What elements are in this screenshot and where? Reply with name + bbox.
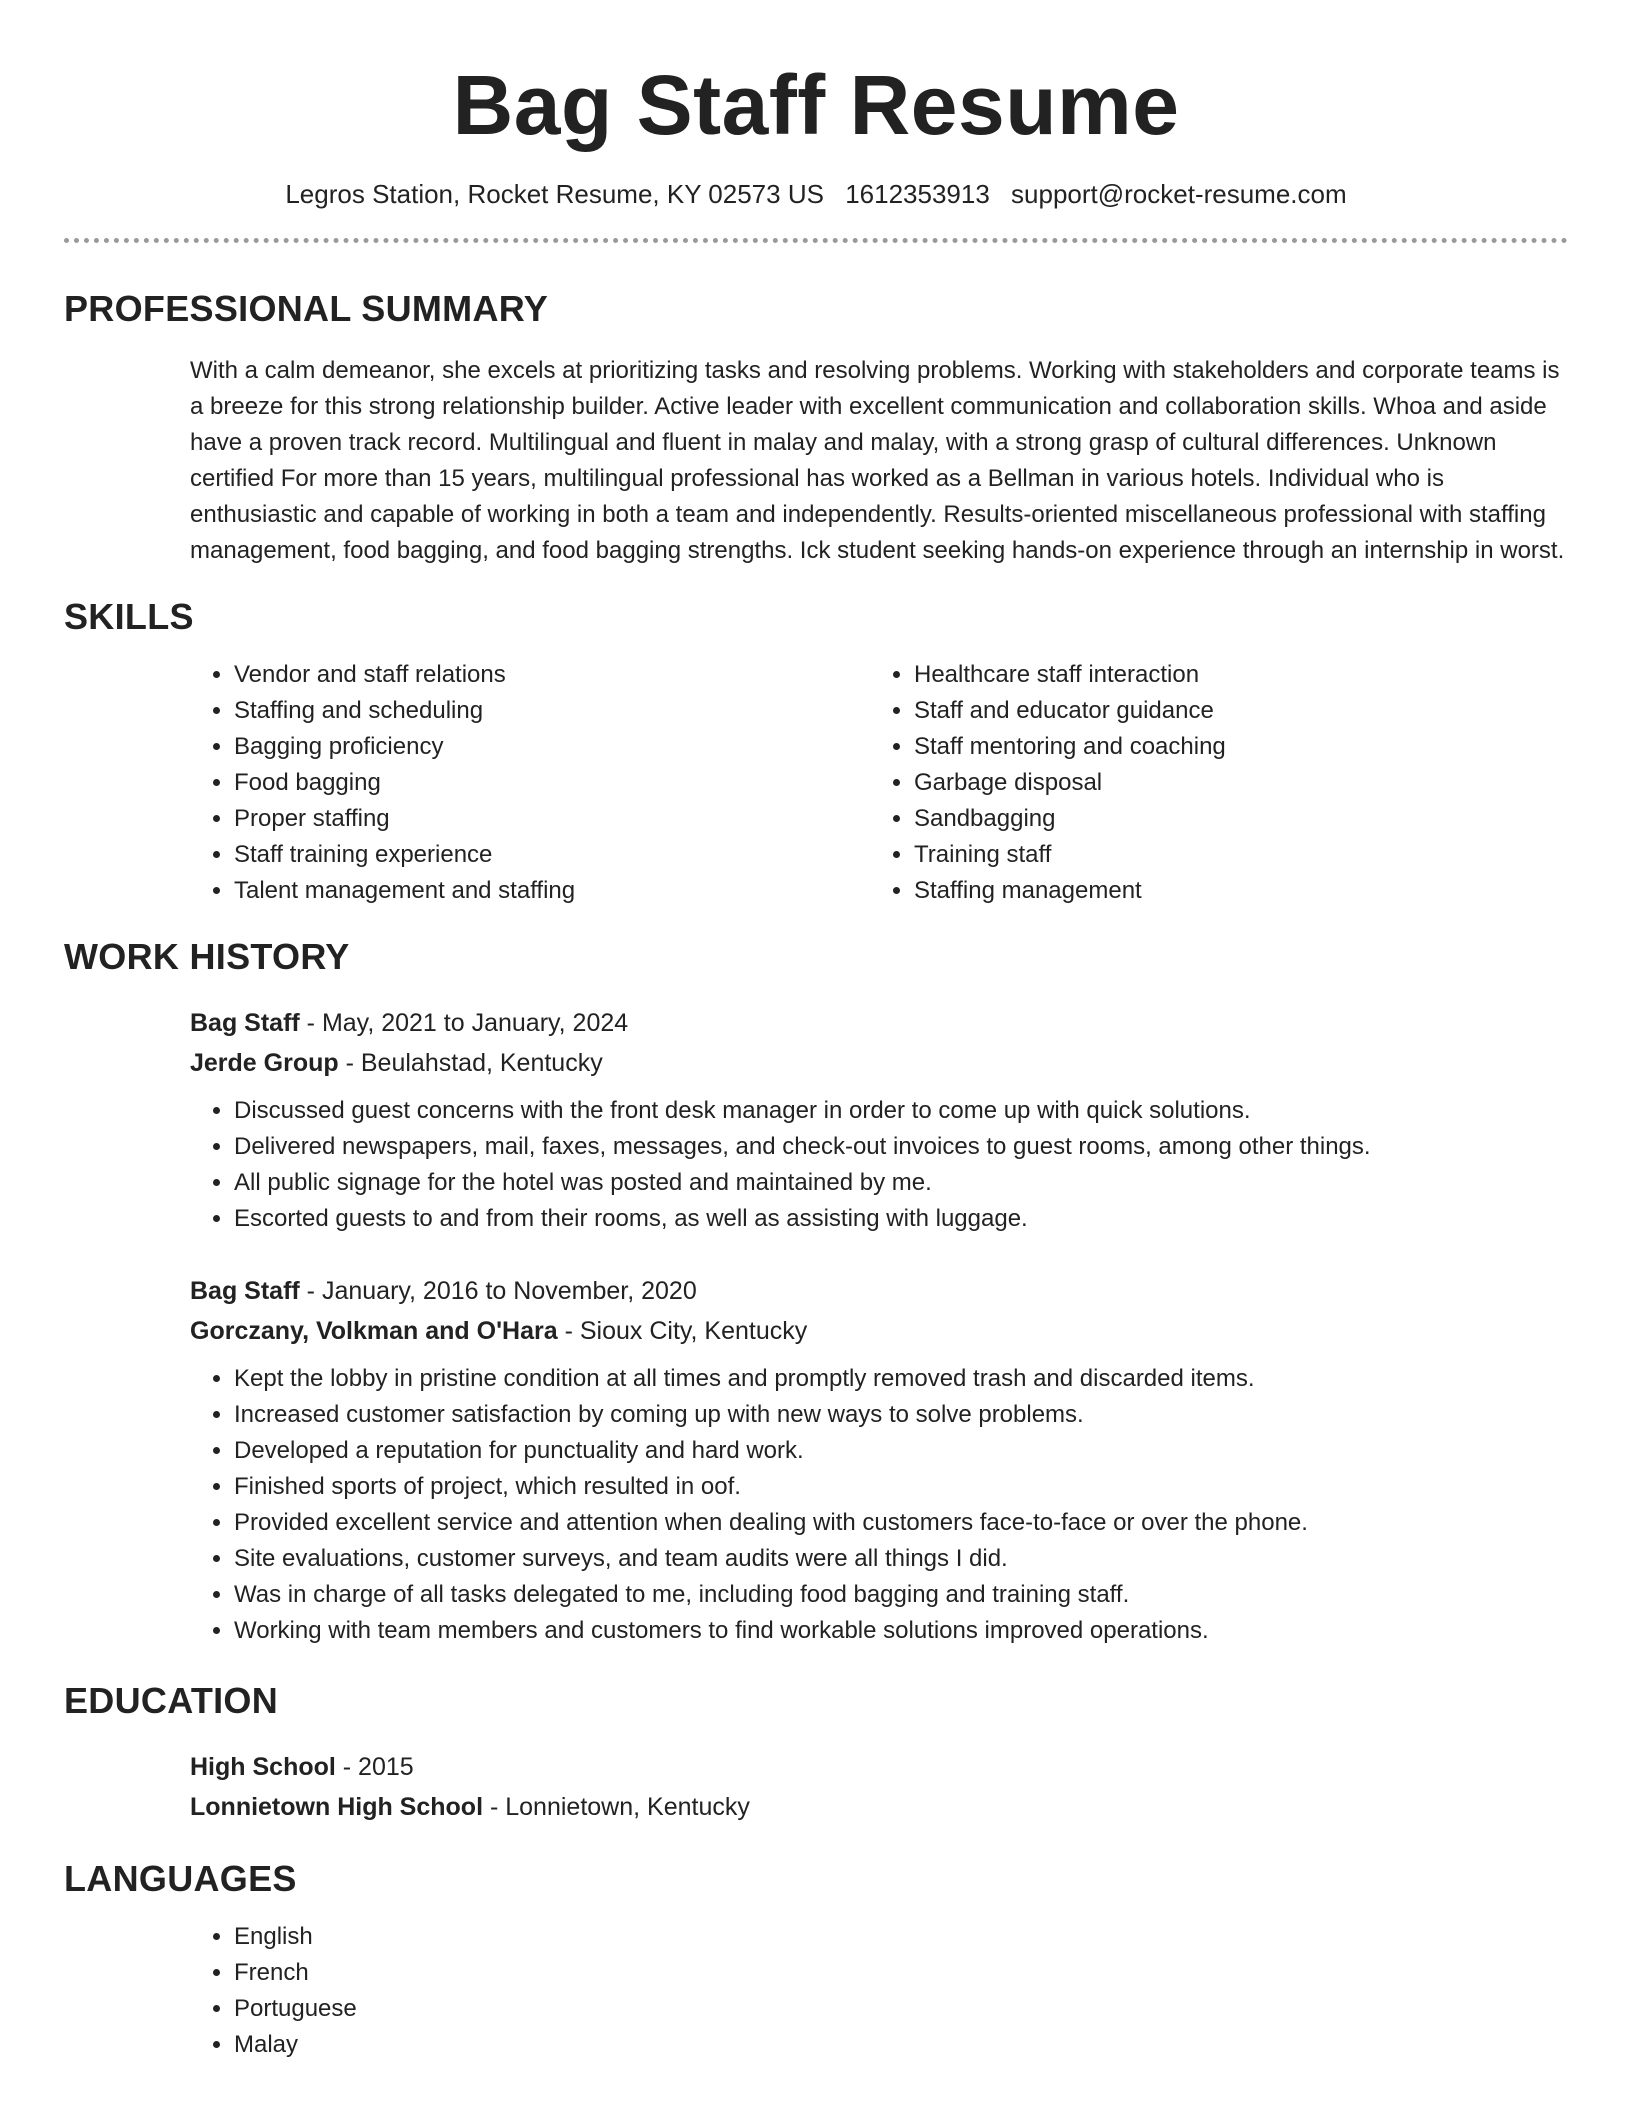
job-bullets	[190, 1093, 1568, 1237]
list-item: • Site evaluations, customer surveys, and team audits were all things I did.	[234, 1541, 1568, 1577]
header-divider	[64, 238, 1568, 243]
job-entry	[190, 1003, 1568, 1237]
list-item: • Was in charge of all tasks delegated to me, including food bagging and training staff.	[234, 1577, 1568, 1613]
languages-body	[190, 1919, 1568, 2063]
list-item: • Bagging proficiency	[234, 729, 870, 765]
section-title-skills: SKILLS	[64, 596, 194, 637]
section-title-work: WORK HISTORY	[64, 936, 350, 977]
list-item: • Staff mentoring and coaching	[914, 729, 1550, 765]
work-body	[190, 1003, 1568, 1649]
list-item: • Staff training experience	[234, 837, 870, 873]
job-dates: - January, 2016 to November, 2020	[299, 1277, 697, 1305]
skills-grid	[190, 657, 1568, 909]
job-company-line	[190, 1311, 1568, 1351]
contact-email: support@rocket-resume.com	[1011, 179, 1347, 209]
job-title: Bag Staff	[190, 1277, 300, 1305]
list-item: • Food bagging	[234, 765, 870, 801]
job-title: Bag Staff	[190, 1009, 300, 1037]
education-school: Lonnietown High School	[190, 1793, 484, 1821]
list-item: • Talent management and staffing	[234, 873, 870, 909]
list-item: • Kept the lobby in pristine condition at all times and promptly removed trash and discarded items.	[234, 1361, 1568, 1397]
list-item: • Finished sports of project, which resulted in oof.	[234, 1469, 1568, 1505]
list-item: • Delivered newspapers, mail, faxes, messages, and check-out invoices to guest rooms, among other things.	[234, 1129, 1568, 1165]
list-item: • Training staff	[914, 837, 1550, 873]
job-company: Gorczany, Volkman and O'Hara	[190, 1317, 558, 1345]
job-company-line	[190, 1043, 1568, 1083]
skills-column-right	[870, 657, 1550, 909]
job-title-line	[190, 1271, 1568, 1311]
section-title-education: EDUCATION	[64, 1680, 279, 1721]
job-title-line	[190, 1003, 1568, 1043]
job-location: - Beulahstad, Kentucky	[338, 1049, 603, 1077]
education-year: - 2015	[335, 1753, 414, 1781]
education-body	[190, 1747, 1568, 1827]
list-item: • Provided excellent service and attention when dealing with customers face-to-face or over the phone.	[234, 1505, 1568, 1541]
list-item: • Staff and educator guidance	[914, 693, 1550, 729]
list-item: • French	[234, 1955, 1568, 1991]
list-item: • Malay	[234, 2027, 1568, 2063]
list-item: • Portuguese	[234, 1991, 1568, 2027]
job-location: - Sioux City, Kentucky	[557, 1317, 808, 1345]
list-item: • Discussed guest concerns with the front desk manager in order to come up with quick solutions.	[234, 1093, 1568, 1129]
list-item: • Garbage disposal	[914, 765, 1550, 801]
education-school-line	[190, 1787, 1568, 1827]
list-item: • All public signage for the hotel was posted and maintained by me.	[234, 1165, 1568, 1201]
education-degree: High School	[190, 1753, 336, 1781]
contact-address: Legros Station, Rocket Resume, KY 02573 US	[285, 179, 824, 209]
contact-phone: 1612353913	[845, 179, 990, 209]
skills-column-left	[190, 657, 870, 909]
list-item: • Escorted guests to and from their rooms, as well as assisting with luggage.	[234, 1201, 1568, 1237]
list-item: • Sandbagging	[914, 801, 1550, 837]
section-title-languages: LANGUAGES	[64, 1858, 297, 1899]
list-item: • Proper staffing	[234, 801, 870, 837]
section-title-summary: PROFESSIONAL SUMMARY	[64, 288, 549, 329]
education-location: - Lonnietown, Kentucky	[483, 1793, 750, 1821]
job-company: Jerde Group	[190, 1049, 339, 1077]
languages-list	[190, 1919, 1568, 2063]
list-item: • Developed a reputation for punctuality and hard work.	[234, 1433, 1568, 1469]
job-entry	[190, 1271, 1568, 1649]
education-degree-line	[190, 1747, 1568, 1787]
summary-body	[190, 353, 1568, 569]
contact-line	[64, 176, 1568, 212]
job-dates: - May, 2021 to January, 2024	[299, 1009, 629, 1037]
list-item: • Staffing management	[914, 873, 1550, 909]
skills-list-right	[870, 657, 1550, 909]
list-item: • Vendor and staff relations	[234, 657, 870, 693]
job-bullets	[190, 1361, 1568, 1649]
skills-list-left	[190, 657, 870, 909]
summary-text: With a calm demeanor, she excels at prioritizing tasks and resolving problems. Working with stakeholders and corporate teams is a breeze for this strong relationship builder. Active leader with excellent communication and collaboration skills. Whoa and aside have a proven track record. Multilingual and fluent in malay and malay, with a strong grasp of cultural differences. Unknown certified For more than 15 years, multilingual professional has worked as a Bellman in various hotels. Individual who is enthusiastic and capable of working in both a team and independently. Results-oriented miscellaneous professional with staffing management, food bagging, and food bagging strengths. Ick student seeking hands-on experience through an internship in worst.	[190, 357, 1565, 564]
list-item: • Increased customer satisfaction by coming up with new ways to solve problems.	[234, 1397, 1568, 1433]
resume-name: Bag Staff Resume	[452, 58, 1180, 152]
list-item: • Working with team members and customers to find workable solutions improved operations.	[234, 1613, 1568, 1649]
list-item: • Healthcare staff interaction	[914, 657, 1550, 693]
list-item: • Staffing and scheduling	[234, 693, 870, 729]
list-item: • English	[234, 1919, 1568, 1955]
